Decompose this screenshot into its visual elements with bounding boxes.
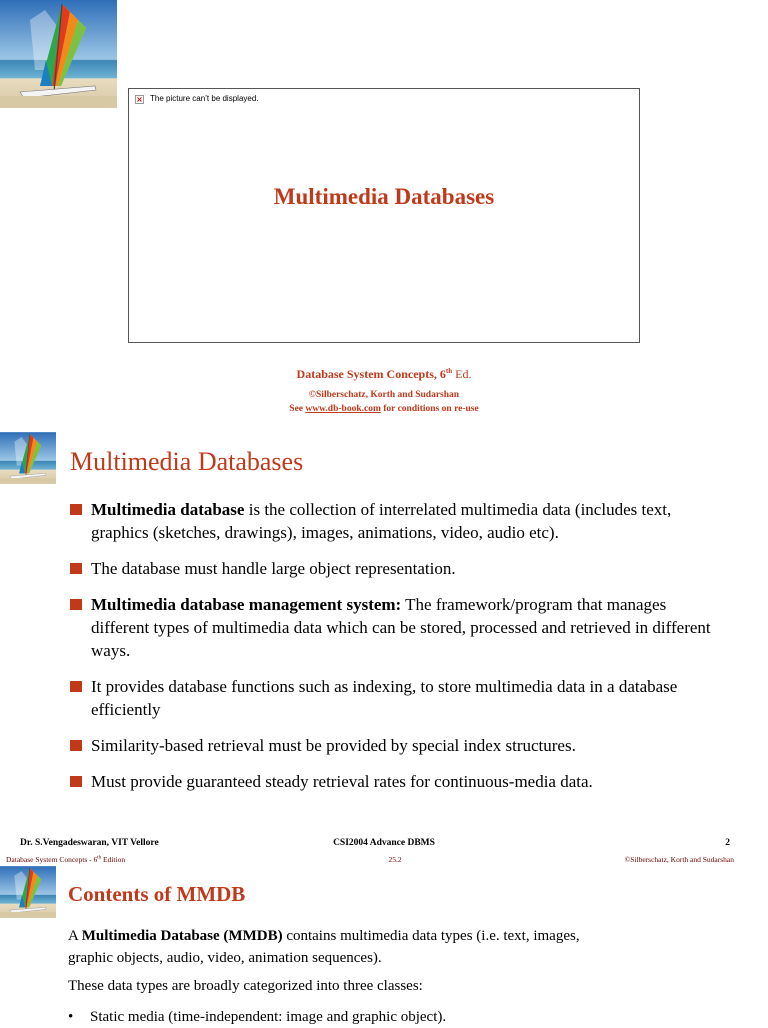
square-bullet-icon: [70, 740, 82, 751]
footer-course: CSI2004 Advance DBMS: [333, 838, 435, 848]
bullet-dot-icon: •: [68, 1009, 74, 1025]
square-bullet-icon: [70, 776, 82, 787]
cover-title: Multimedia Databases: [273, 184, 495, 209]
mmdb-definition: A Multimedia Database (MMDB) contains multimedia data types (i.e. text, images, graphic objects, audio, video, animation sequences).: [68, 928, 580, 966]
square-bullet-icon: [70, 599, 82, 610]
book-edition: Database System Concepts, 6th Ed.: [296, 367, 472, 381]
broken-picture-text: The picture can’t be displayed.: [150, 94, 259, 103]
sailboat-logo: [0, 866, 56, 918]
reuse-notice: See www.db-book.com for conditions on re-use: [289, 404, 479, 414]
square-bullet-icon: [70, 563, 82, 574]
slide-title: Contents of MMDB: [68, 882, 246, 906]
title-slide-frame: [128, 88, 640, 343]
list-item: Must provide guaranteed steady retrieval rates for continuous-media data.: [70, 770, 720, 793]
list-item: Similarity-based retrieval must be provided by special index structures.: [70, 734, 720, 757]
slide-title: Multimedia Databases: [70, 447, 304, 476]
sailboat-logo: [0, 432, 56, 484]
list-item: Multimedia database is the collection of interrelated multimedia data (includes text, graphics (sketches, drawings), images, animations, video, audio etc).: [70, 498, 720, 544]
bottom-bar-book: Database System Concepts - 6th Edition: [6, 855, 126, 864]
classes-intro: These data types are broadly categorized into three classes:: [68, 978, 423, 994]
broken-image-icon: ×: [136, 95, 143, 104]
bullet-list: [70, 498, 720, 806]
db-book-link[interactable]: www.db-book.com: [305, 404, 381, 414]
bottom-bar-copyright: ©Silberschatz, Korth and Sudarshan: [624, 855, 734, 864]
list-item: • Static media (time-independent: image and graphic object).: [68, 1006, 446, 1028]
sailboat-logo: [0, 0, 117, 108]
footer-page-number: 2: [725, 838, 730, 848]
list-item: It provides database functions such as indexing, to store multimedia data in a database efficiently: [70, 675, 720, 721]
footer-author: Dr. S.Vengadeswaran, VIT Vellore: [20, 838, 159, 848]
square-bullet-icon: [70, 681, 82, 692]
copyright-line: ©Silberschatz, Korth and Sudarshan: [308, 390, 460, 400]
square-bullet-icon: [70, 504, 82, 515]
list-item: The database must handle large object representation.: [70, 557, 720, 580]
bottom-bar-slide-number: 25.2: [388, 855, 402, 864]
list-item: Multimedia database management system: The framework/program that manages different types of multimedia data which can be stored, processed and retrieved in different ways.: [70, 593, 720, 662]
